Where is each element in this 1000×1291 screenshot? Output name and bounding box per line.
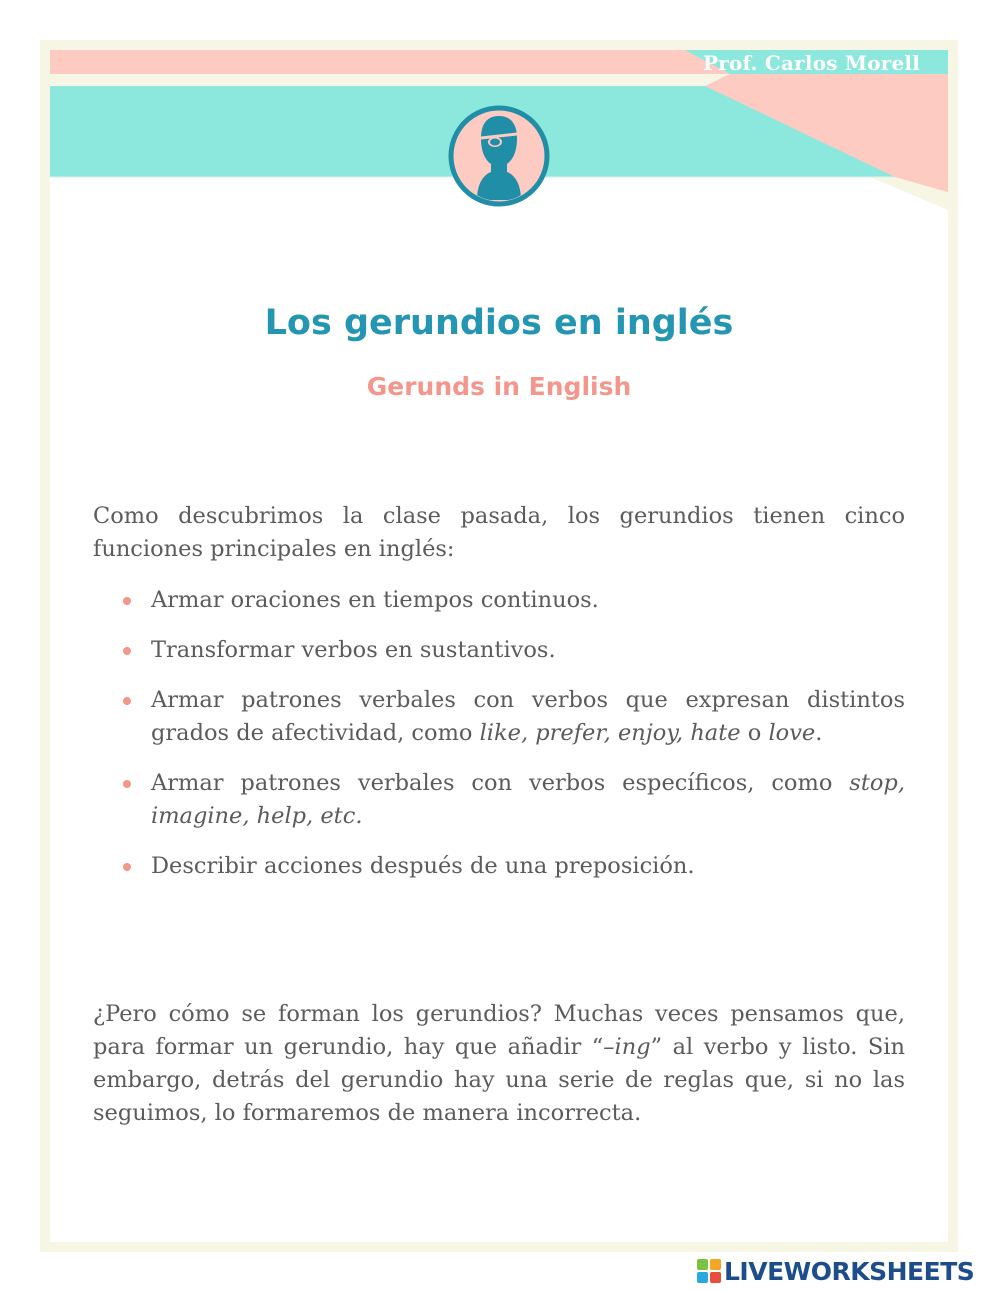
bullet-dot-icon	[123, 863, 131, 871]
bullet-dot-icon	[123, 647, 131, 655]
list-item: Transformar verbos en sustantivos.	[93, 634, 905, 667]
outro-paragraph: ¿Pero cómo se forman los gerundios? Muchas veces pensamos que, para formar un gerundio, hay que añadir “–ing” al verbo y listo. Sin embargo, detrás del gerundio hay una serie de reglas que, si no las seguimos, lo formaremos de manera incorrecta.	[93, 1001, 905, 1126]
functions-list	[93, 584, 905, 900]
liveworksheets-brand[interactable]	[697, 1256, 974, 1286]
bullet-dot-icon	[123, 597, 131, 605]
liveworksheets-logo-icon	[697, 1259, 721, 1283]
author-name: Prof. Carlos Morell	[702, 51, 920, 75]
list-item: Armar patrones verbales con verbos que expresan distintos grados de afectividad, como like, prefer, enjoy, hate o love.	[93, 684, 905, 750]
list-item: Describir acciones después de una preposición.	[93, 850, 905, 883]
brand-name: LIVEWORKSHEETS	[724, 1256, 975, 1286]
worksheet-page	[50, 50, 948, 1242]
page-title: Los gerundios en inglés	[264, 303, 734, 343]
bullet-dot-icon	[123, 780, 131, 788]
list-item: Armar oraciones en tiempos continuos.	[93, 584, 905, 617]
list-item: Armar patrones verbales con verbos específicos, como stop, imagine, help, etc.	[93, 767, 905, 833]
page-subtitle: Gerunds in English	[366, 372, 632, 401]
person-eyepatch-icon	[447, 104, 551, 208]
bullet-dot-icon	[123, 697, 131, 705]
intro-paragraph: Como descubrimos la clase pasada, los gerundios tienen cinco funciones principales en inglés:	[93, 503, 905, 562]
